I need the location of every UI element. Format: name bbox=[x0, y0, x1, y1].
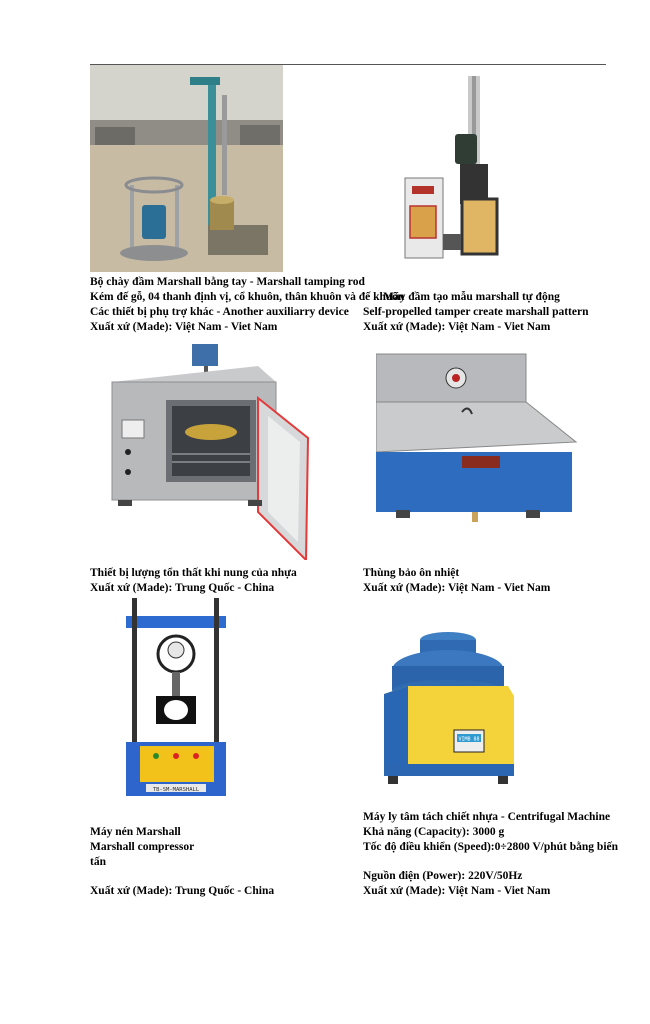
item-5-line-2: Marshall compressor bbox=[90, 841, 195, 853]
item-5-line-4: Xuất xứ (Made): Trung Quốc - China bbox=[90, 885, 275, 897]
photo-marshall-compressor bbox=[122, 596, 230, 800]
item-6-line-1: Máy ly tâm tách chiết nhựa - Centrifugal Machine bbox=[363, 811, 611, 823]
controller-display: VIMB 88 bbox=[458, 736, 480, 743]
item-4-line-2: Xuất xứ (Made): Việt Nam - Viet Nam bbox=[363, 582, 551, 594]
item-2-line-2: Self-propelled tamper create marshall pattern bbox=[363, 306, 589, 318]
item-5-line-1: Máy nén Marshall bbox=[90, 826, 181, 838]
compressor-plate: TB-SM-MARSHALL bbox=[152, 787, 200, 793]
photo-centrifuge bbox=[378, 626, 520, 786]
item-6-line-4: Nguồn điện (Power): 220V/50Hz bbox=[363, 870, 523, 882]
photo-loss-on-heating-oven bbox=[108, 342, 312, 560]
photo-automatic-tamper bbox=[400, 74, 500, 264]
item-2-line-1: Máy đầm tạo mẫu marshall tự động bbox=[383, 291, 560, 303]
item-3-line-1: Thiết bị lượng tổn thất khi nung của nhựa bbox=[90, 567, 297, 579]
item-5-line-3: tấn bbox=[90, 856, 106, 868]
item-1-line-1: Bộ chày đầm Marshall bằng tay - Marshall tamping rod bbox=[90, 276, 365, 288]
photo-manual-tamping-rod bbox=[90, 65, 283, 272]
item-1-line-2: Kém đế gỗ, 04 thanh định vị, cổ khuôn, thân khuôn và đế khuôn bbox=[90, 291, 405, 303]
item-6-line-5: Xuất xứ (Made): Việt Nam - Viet Nam bbox=[363, 885, 551, 897]
item-1-line-3: Các thiết bị phụ trợ khác - Another auxiliarry device bbox=[90, 306, 349, 318]
item-4-line-1: Thùng bảo ôn nhiệt bbox=[363, 567, 460, 579]
item-3-line-2: Xuất xứ (Made): Trung Quốc - China bbox=[90, 582, 275, 594]
item-2-line-3: Xuất xứ (Made): Việt Nam - Viet Nam bbox=[363, 321, 551, 333]
photo-thermal-bath bbox=[376, 352, 578, 522]
item-6-line-3: Tốc độ điều khiển (Speed):0÷2800 V/phút bằng biến bbox=[363, 841, 619, 853]
item-6-line-2: Khả năng (Capacity): 3000 g bbox=[363, 826, 505, 838]
item-1-line-4: Xuất xứ (Made): Việt Nam - Viet Nam bbox=[90, 321, 278, 333]
